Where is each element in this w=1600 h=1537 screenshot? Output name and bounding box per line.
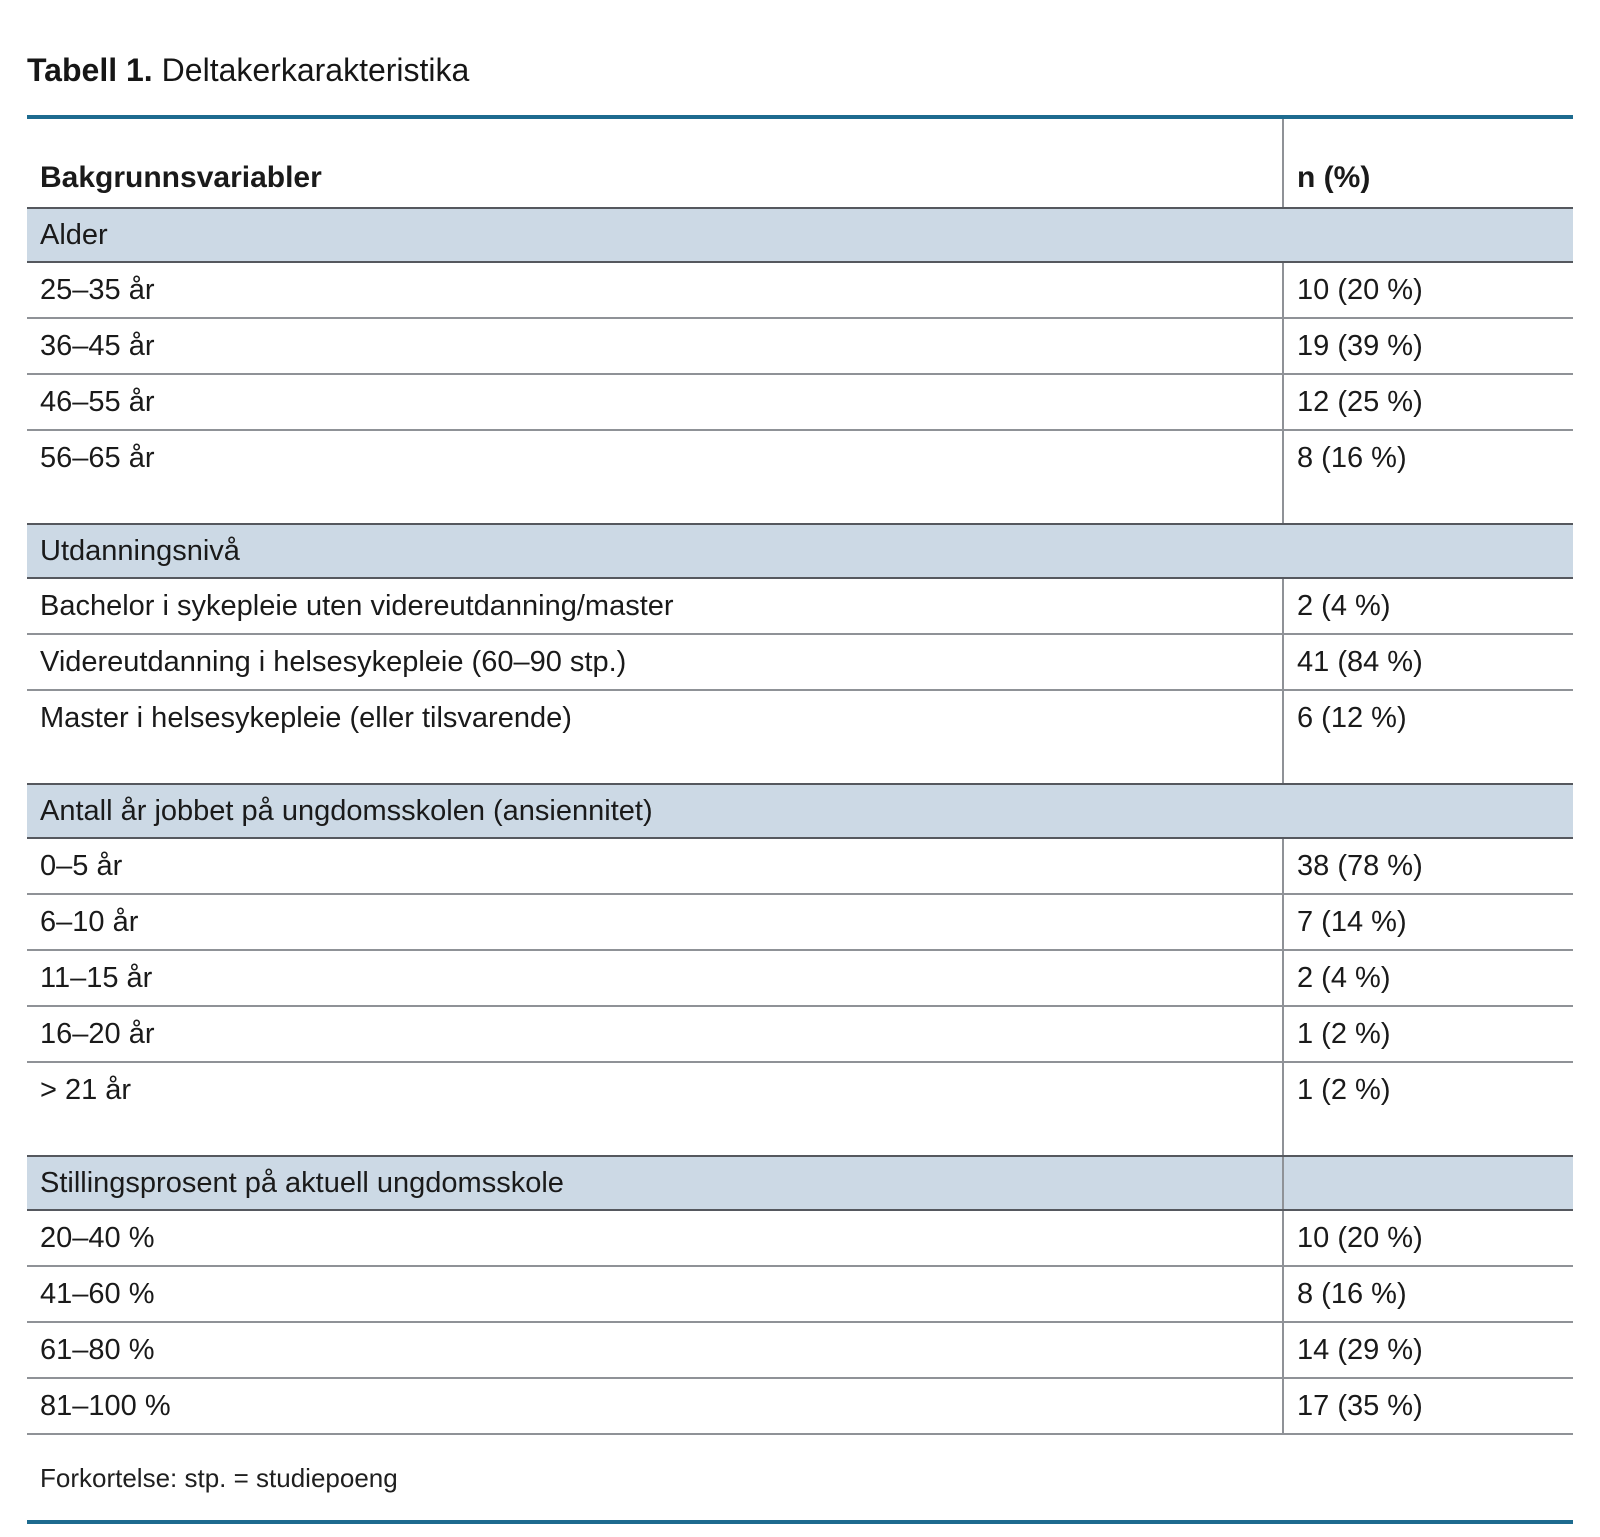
section-header-empty-cell: [1282, 1157, 1573, 1209]
row-value: 2 (4 %): [1282, 951, 1573, 1005]
table-row: [27, 431, 1573, 523]
row-label: 25–35 år: [40, 274, 155, 306]
section-header-label: Stillingsprosent på aktuell ungdomsskole: [40, 1166, 564, 1199]
table-row: [27, 839, 1573, 895]
table-row: [27, 951, 1573, 1007]
row-value: 7 (14 %): [1282, 895, 1573, 949]
row-label: Videreutdanning i helsesykepleie (60–90 stp.): [40, 646, 627, 678]
footnote: Forkortelse: stp. = studiepoeng: [40, 1463, 398, 1493]
table-row: [27, 635, 1573, 691]
table-title: [27, 50, 1573, 90]
table-row: [27, 1211, 1573, 1267]
row-label: Master i helsesykepleie (eller tilsvarende): [40, 702, 572, 734]
row-label: 6–10 år: [40, 906, 139, 938]
section-header-utdanningsniva: [27, 523, 1573, 579]
table-caption: Deltakerkarakteristika: [161, 52, 470, 88]
table-row: [27, 895, 1573, 951]
table-header-row: [27, 119, 1573, 207]
bottom-rule: [27, 1520, 1573, 1524]
row-value: 10 (20 %): [1282, 1211, 1573, 1265]
table-row: [27, 1007, 1573, 1063]
table-row: [27, 375, 1573, 431]
table-row: [27, 691, 1573, 783]
row-value: 1 (2 %): [1282, 1007, 1573, 1061]
table-row: [27, 319, 1573, 375]
section-header-label: Utdanningsnivå: [40, 534, 240, 567]
section-header-ansiennitet: [27, 783, 1573, 839]
row-label: > 21 år: [40, 1074, 132, 1106]
row-value: 2 (4 %): [1282, 579, 1573, 633]
table-row: [27, 263, 1573, 319]
row-value: 41 (84 %): [1282, 635, 1573, 689]
row-value: 8 (16 %): [1282, 1267, 1573, 1321]
table-number: Tabell 1.: [27, 52, 153, 88]
row-value: 10 (20 %): [1282, 263, 1573, 317]
table-row: [27, 1323, 1573, 1379]
row-value: 14 (29 %): [1282, 1323, 1573, 1377]
row-label: 16–20 år: [40, 1018, 155, 1050]
row-value: 1 (2 %): [1282, 1063, 1573, 1155]
row-label: 56–65 år: [40, 442, 155, 474]
table-row: [27, 1063, 1573, 1155]
row-label: 11–15 år: [40, 962, 153, 994]
row-value: 6 (12 %): [1282, 691, 1573, 783]
row-label: 20–40 %: [40, 1222, 155, 1254]
row-label: 61–80 %: [40, 1334, 155, 1366]
table-row: [27, 579, 1573, 635]
column-header-bakgrunnsvariabler: Bakgrunnsvariabler: [40, 161, 322, 194]
row-value: 12 (25 %): [1282, 375, 1573, 429]
row-label: Bachelor i sykepleie uten videreutdanning/master: [40, 590, 674, 622]
section-header-alder: [27, 207, 1573, 263]
section-header-stillingsprosent: [27, 1155, 1573, 1211]
row-value: 19 (39 %): [1282, 319, 1573, 373]
section-header-label: Antall år jobbet på ungdomsskolen (ansiennitet): [40, 794, 653, 827]
row-label: 36–45 år: [40, 330, 155, 362]
row-value: 8 (16 %): [1282, 431, 1573, 523]
row-value: 38 (78 %): [1282, 839, 1573, 893]
section-header-label: Alder: [40, 218, 108, 251]
row-label: 41–60 %: [40, 1278, 155, 1310]
row-label: 81–100 %: [40, 1390, 171, 1422]
row-value: 17 (35 %): [1282, 1379, 1573, 1433]
table-row: [27, 1267, 1573, 1323]
row-label: 0–5 år: [40, 850, 123, 882]
column-header-n-percent: n (%): [1282, 119, 1573, 207]
table-row: [27, 1379, 1573, 1435]
row-label: 46–55 år: [40, 386, 155, 418]
